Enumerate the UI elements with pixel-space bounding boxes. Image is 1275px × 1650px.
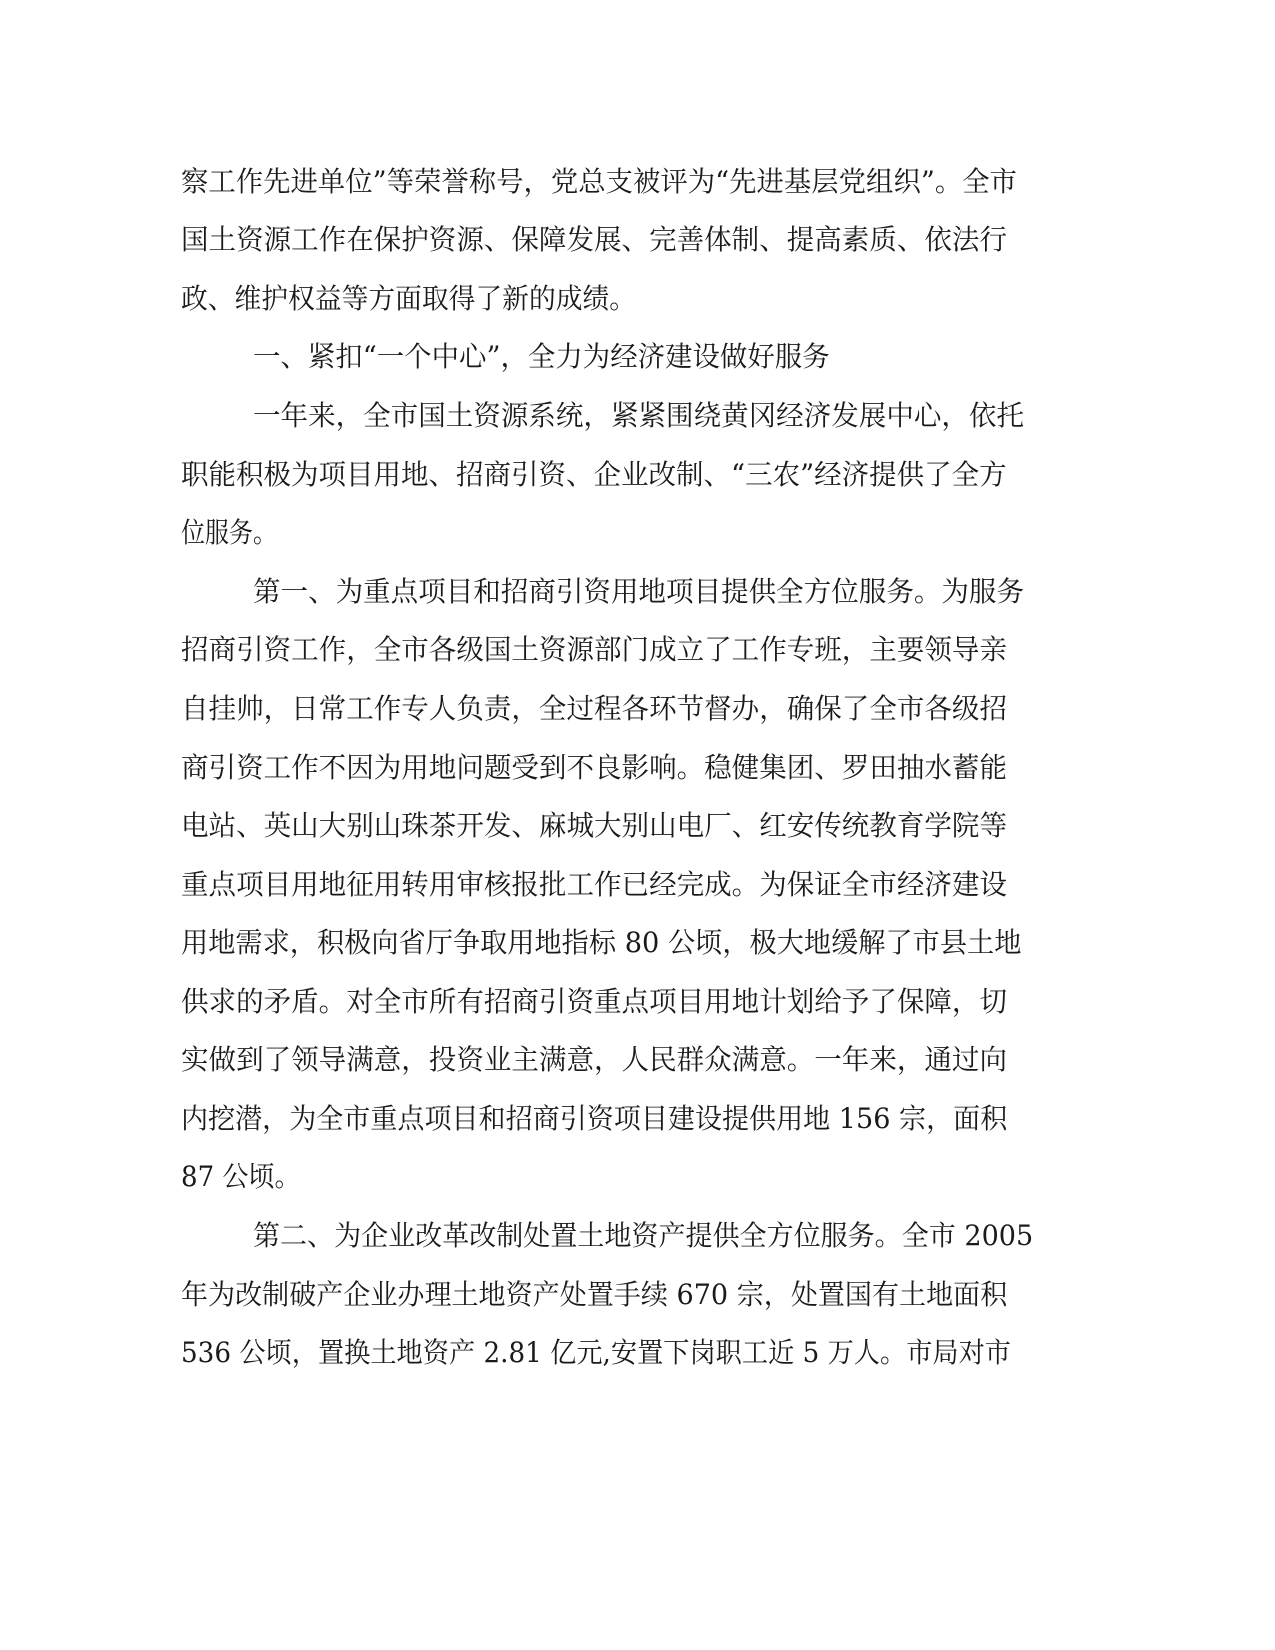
body-line: 电站、英山大别山珠茶开发、麻城大别山电厂、红安传统教育学院等	[181, 809, 1008, 842]
body-line: 察工作先进单位”等荣誉称号，党总支被评为“先进基层党组织”。全市	[181, 165, 1017, 198]
body-line: 实做到了领导满意，投资业主满意，人民群众满意。一年来，通过向	[181, 1043, 1008, 1076]
body-line: 职能积极为项目用地、招商引资、企业改制、“三农”经济提供了全方	[181, 458, 1007, 491]
section-heading: 一、紧扣“一个中心”，全力为经济建设做好服务	[253, 340, 830, 373]
body-line: 一年来，全市国土资源系统，紧紧围绕黄冈经济发展中心，依托	[253, 399, 1025, 432]
body-line: 第二、为企业改革改制处置土地资产提供全方位服务。全市 2005	[253, 1219, 1034, 1252]
body-line: 供求的矛盾。对全市所有招商引资重点项目用地计划给予了保障，切	[181, 985, 1008, 1018]
body-line: 内挖潜，为全市重点项目和招商引资项目建设提供用地 156 宗，面积	[181, 1102, 1008, 1135]
body-line: 政、维护权益等方面取得了新的成绩。	[181, 282, 637, 315]
body-line: 重点项目用地征用转用审核报批工作已经完成。为保证全市经济建设	[181, 868, 1008, 901]
body-line: 位服务。	[181, 516, 278, 549]
body-line: 年为改制破产企业办理土地资产处置手续 670 宗，处置国有土地面积	[181, 1278, 1008, 1311]
body-line: 用地需求，积极向省厅争取用地指标 80 公顷，极大地缓解了市县土地	[181, 926, 1022, 959]
body-line: 87 公顷。	[181, 1160, 301, 1193]
body-line: 第一、为重点项目和招商引资用地项目提供全方位服务。为服务	[253, 575, 1025, 608]
body-line: 商引资工作不因为用地问题受到不良影响。稳健集团、罗田抽水蓄能	[181, 751, 1008, 784]
body-line: 自挂帅，日常工作专人负责，全过程各环节督办，确保了全市各级招	[181, 692, 1008, 725]
body-line: 国土资源工作在保护资源、保障发展、完善体制、提高素质、依法行	[181, 223, 1008, 256]
body-line: 536 公顷，置换土地资产 2.81 亿元,安置下岗职工近 5 万人。市局对市	[181, 1336, 1012, 1369]
body-line: 招商引资工作，全市各级国土资源部门成立了工作专班，主要领导亲	[181, 633, 1008, 666]
